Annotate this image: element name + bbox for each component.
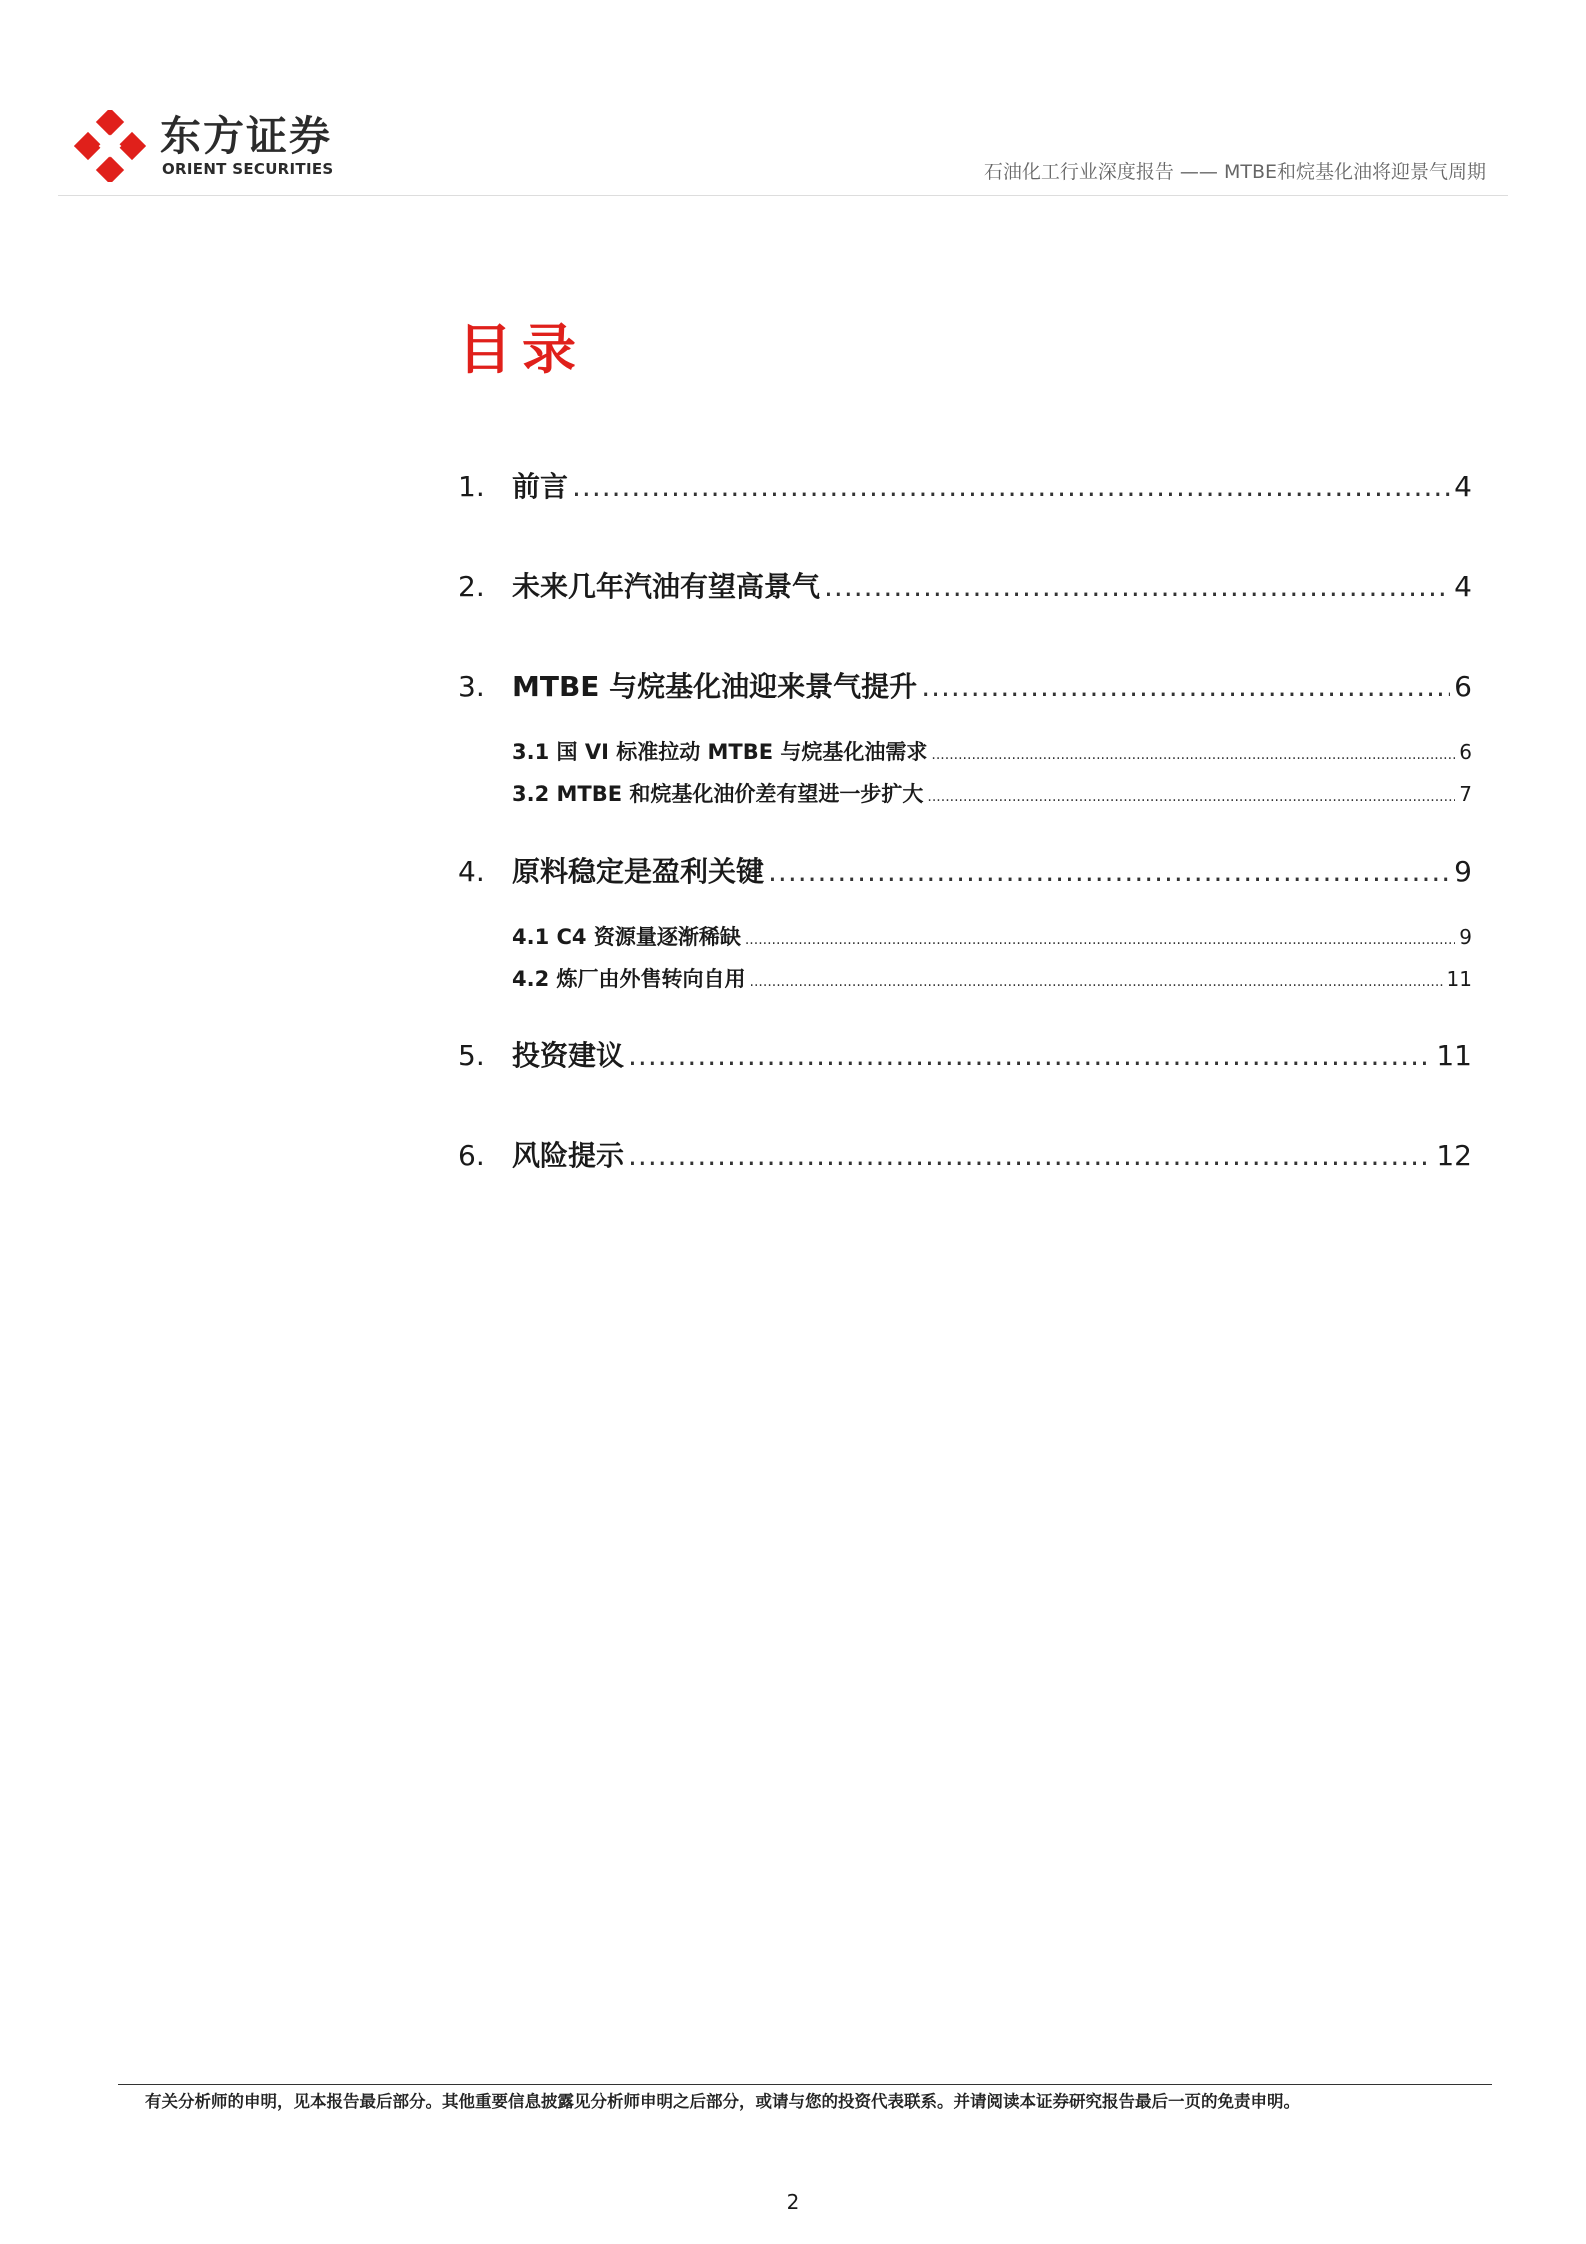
header-divider xyxy=(58,195,1508,196)
toc-dot-leader xyxy=(572,467,1450,507)
toc-dot-leader xyxy=(628,1136,1432,1176)
toc-entry-label: 4.1 C4 资源量逐渐稀缺 xyxy=(512,925,741,949)
toc-entry-3-2[interactable] xyxy=(512,779,1472,809)
page-number: 2 xyxy=(786,2190,800,2214)
toc-entry-page: 6 xyxy=(1459,740,1472,764)
toc-title: 目录 xyxy=(458,318,586,381)
toc-entry-label: 3.1 国 VI 标准拉动 MTBE 与烷基化油需求 xyxy=(512,740,928,764)
toc-entry-number: 3. xyxy=(458,670,485,703)
brand-name-cn: 东方证券 xyxy=(160,112,332,160)
toc-entry-page: 9 xyxy=(1459,925,1472,949)
toc-entry-page: 9 xyxy=(1454,855,1472,888)
toc-entry-4-2[interactable] xyxy=(512,964,1472,994)
toc-entry-page: 6 xyxy=(1454,670,1472,703)
toc-entry-label: MTBE 与烷基化油迎来景气提升 xyxy=(512,670,918,703)
toc-entry-number: 1. xyxy=(458,470,485,503)
toc-entry-4[interactable] xyxy=(458,852,1472,892)
toc-entry-page: 7 xyxy=(1459,782,1472,806)
footer-disclaimer: 有关分析师的申明，见本报告最后部分。其他重要信息披露见分析师申明之后部分，或请与您的投资代表联系。并请阅读本证券研究报告最后一页的免责申明。 xyxy=(145,2092,1300,2111)
report-title: 石油化工行业深度报告 —— MTBE和烷基化油将迎景气周期 xyxy=(983,161,1486,183)
brand-name-en: ORIENT SECURITIES xyxy=(162,160,334,178)
toc-entry-label: 前言 xyxy=(512,470,569,503)
toc-entry-label: 原料稳定是盈利关键 xyxy=(512,855,765,888)
toc-entry-2[interactable] xyxy=(458,567,1472,607)
toc-entry-3-1[interactable] xyxy=(512,737,1472,767)
toc-entry-1[interactable] xyxy=(458,467,1472,507)
toc-entry-label: 风险提示 xyxy=(512,1139,625,1172)
toc-dot-leader xyxy=(927,779,1455,812)
orient-securities-logo-icon xyxy=(74,110,146,182)
footer-divider xyxy=(118,2084,1492,2085)
toc-entry-page: 4 xyxy=(1454,570,1472,603)
toc-entry-5[interactable] xyxy=(458,1036,1472,1076)
toc-entry-number: 6. xyxy=(458,1139,485,1172)
toc-entry-6[interactable] xyxy=(458,1136,1472,1176)
toc-entry-page: 4 xyxy=(1454,470,1472,503)
toc-dot-leader xyxy=(745,922,1455,955)
toc-dot-leader xyxy=(921,667,1450,707)
toc-entry-4-1[interactable] xyxy=(512,922,1472,952)
toc-entry-label: 未来几年汽油有望高景气 xyxy=(512,570,821,603)
toc-dot-leader xyxy=(931,737,1455,770)
toc-dot-leader xyxy=(824,567,1450,607)
toc-entry-page: 12 xyxy=(1436,1139,1472,1172)
toc-dot-leader xyxy=(750,964,1443,997)
page-header xyxy=(0,0,1586,200)
toc-entry-number: 4. xyxy=(458,855,485,888)
toc-entry-number: 2. xyxy=(458,570,485,603)
toc-dot-leader xyxy=(768,852,1450,892)
toc-entry-label: 4.2 炼厂由外售转向自用 xyxy=(512,967,746,991)
toc-entry-label: 3.2 MTBE 和烷基化油价差有望进一步扩大 xyxy=(512,782,924,806)
toc-dot-leader xyxy=(628,1036,1432,1076)
toc-entry-page: 11 xyxy=(1446,967,1472,991)
toc-entry-3[interactable] xyxy=(458,667,1472,707)
toc-entry-label: 投资建议 xyxy=(512,1039,625,1072)
toc-entry-number: 5. xyxy=(458,1039,485,1072)
toc-entry-page: 11 xyxy=(1436,1039,1472,1072)
